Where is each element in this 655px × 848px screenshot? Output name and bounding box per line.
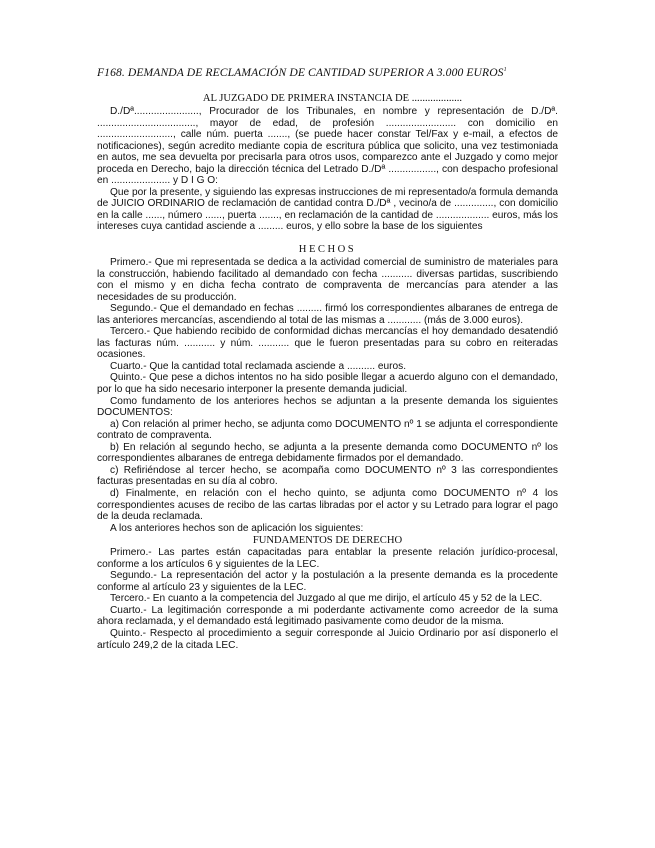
document-title-text: F168. DEMANDA DE RECLAMACIÓN DE CANTIDAD SUPERIOR A 3.000 EUROS [97,66,504,79]
document-title [97,66,558,79]
hecho-paragraph: Primero.- Que mi representada se dedica a la actividad comercial de suministro de materiales para la construcción, habiendo facilitado al demandado con fecha ........... diversas partidas, suscribiendo con el mismo y en dicha fecha contrato de compraventa de mercancías para atender a las necesidades de su producción. [97,257,558,303]
hecho-paragraph: A los anteriores hechos son de aplicación los siguientes: [110,522,364,534]
footnote-mark: 1 [503,67,507,74]
intro-paragraph: D./Dª......................., Procurador de los Tribunales, en nombre y representación de D./Dª. ..................................., mayor de edad, de profesión ......................... con domicilio en ..........................., calle núm. puerta ......., (se puede hacer constar Tel/Fax y e-mail, a efectos de notificaciones), según acredito mediante copia de escritura pública que solicito, una vez testimoniada en autos, me sea devuelta por precisarla para otros usos, comparezco ante el Juzgado y como mejor proceda en Derecho, bajo la dirección técnica del Letrado D./Dª ................., con despacho profesional en ..................... y D I G O: [97,106,558,187]
hecho-paragraph: Cuarto.- Que la cantidad total reclamada asciende a .......... euros. [110,360,407,372]
hecho-paragraph: Segundo.- Que el demandado en fechas ......... firmó los correspondientes albaranes de entrega de las anteriores mercancías, ascendiendo al total de las mismas a ............ (más de 3.000 euros). [97,303,558,326]
fundamento-paragraph: Segundo.- La representación del actor y la postulación a la presente demanda es la procedente conforme al artículo 23 y siguientes de la LEC. [97,570,558,593]
documento-paragraph: c) Refiriéndose al tercer hecho, se acompaña como DOCUMENTO nº 3 las correspondientes facturas presentadas en su día al cobro. [97,464,558,488]
fundamento-paragraph: Primero.- Las partes están capacitadas para entablar la presente relación jurídico-procesal, conforme a los artículos 6 y siguientes de la LEC. [97,547,558,570]
fundamento-paragraph: Quinto.- Respecto al procedimiento a seguir corresponde al Juicio Ordinario por así disponerlo el artículo 249,2 de la citada LEC. [97,627,558,651]
hecho-paragraph: Quinto.- Que pese a dichos intentos no ha sido posible llegar a acuerdo alguno con el demandado, por lo que ha sido necesario interponer la presente demanda judicial. [97,372,558,396]
document-page [97,66,558,651]
documento-paragraph: b) En relación al segundo hecho, se adjunta a la presente demanda como DOCUMENTO nº los correspondientes albaranes de entrega debidamente firmados por el demandado. [97,441,558,465]
fundamento-paragraph: Cuarto.- La legitimación corresponde a mi poderdante activamente como acreedor de la suma ahora reclamada, y el demandado está legitimado pasivamente como deudor de la misma. [97,604,558,628]
documento-paragraph: d) Finalmente, en relación con el hecho quinto, se adjunta como DOCUMENTO nº 4 los correspondientes acuses de recibo de las cartas libradas por el actor y su Letrado para lograr el pago de la deuda reclamada. [97,487,558,523]
fundamentos-heading: FUNDAMENTOS DE DERECHO [252,535,403,547]
documento-paragraph: a) Con relación al primer hecho, se adjunta como DOCUMENTO nº 1 se adjunta el correspondiente contrato de compraventa. [97,418,558,442]
hechos-heading: HECHOS [298,244,357,256]
fundamento-paragraph: Tercero.- En cuanto a la competencia del Juzgado al que me dirijo, el artículo 45 y 52 de la LEC. [110,593,543,605]
intro-paragraph: Que por la presente, y siguiendo las expresas instrucciones de mi representado/a formula demanda de JUICIO ORDINARIO de reclamación de cantidad contra D./Dª , vecino/a de .............., con domicilio en la calle ......, número ......, puerta ......., en reclamación de la cantidad de ................... euros, más los intereses cuya cantidad asciende a ......... euros, y ello sobre la base de los siguientes [97,186,559,233]
hecho-paragraph: Tercero.- Que habiendo recibido de conformidad dichas mercancías el hoy demandado desatendió las facturas núm. ........... y núm. ........... que le fueron presentadas para su cobro en reiteradas ocasiones. [97,326,558,361]
hecho-paragraph: Como fundamento de los anteriores hechos se adjuntan a la presente demanda los siguientes DOCUMENTOS: [97,395,558,419]
addressee-line: AL JUZGADO DE PRIMERA INSTANCIA DE ................... [202,93,463,104]
